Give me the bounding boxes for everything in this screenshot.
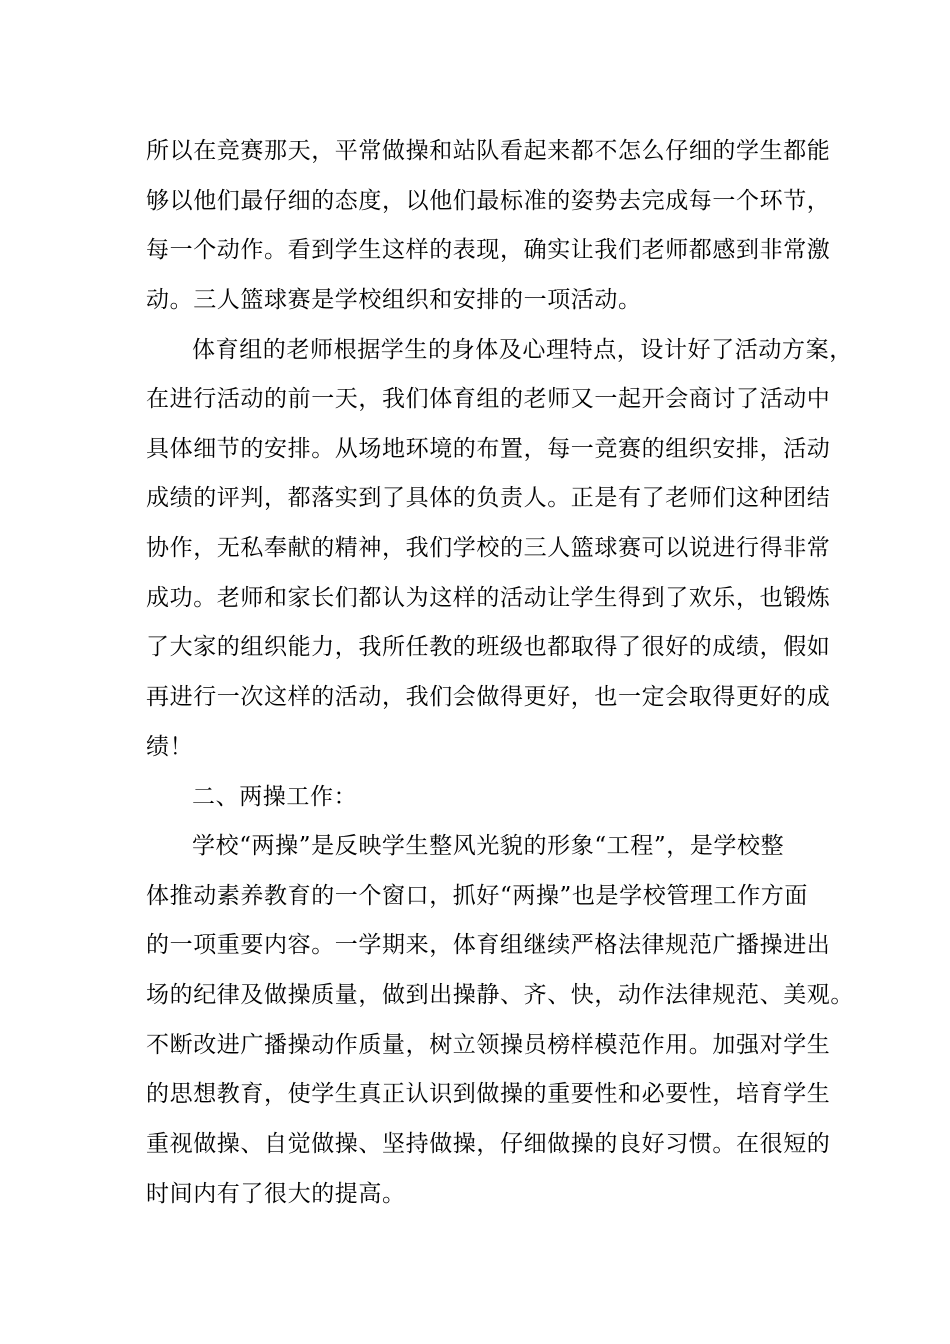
text-line: 成绩的评判，都落实到了具体的负责人。正是有了老师们这种团结 <box>146 485 831 511</box>
section-heading: 二、两操工作： <box>192 784 358 810</box>
text-line: 场的纪律及做操质量，做到出操静、齐、快，动作法律规范、美观。 <box>146 982 854 1008</box>
text-line: 的思想教育，使学生真正认识到做操的重要性和必要性，培育学生 <box>146 1081 831 1107</box>
text-line: 不断改进广播操动作质量，树立领操员榜样模范作用。加强对学生 <box>146 1032 831 1058</box>
text-line: 绩！ <box>146 734 194 760</box>
paragraph-start-line: 学校“两操”是反映学生整风光貌的形象“工程”，是学校整 <box>192 833 785 859</box>
text-line: 在进行活动的前一天，我们体育组的老师又一起开会商讨了活动中 <box>146 386 831 412</box>
text-line: 时间内有了很大的提高。 <box>146 1181 406 1207</box>
text-line: 每一个动作。看到学生这样的表现，确实让我们老师都感到非常激 <box>146 237 831 263</box>
text-line: 所以在竞赛那天，平常做操和站队看起来都不怎么仔细的学生都能 <box>146 138 831 164</box>
text-line: 重视做操、自觉做操、坚持做操，仔细做操的良好习惯。在很短的 <box>146 1131 831 1157</box>
text-line: 再进行一次这样的活动，我们会做得更好，也一定会取得更好的成 <box>146 684 831 710</box>
text-line: 成功。老师和家长们都认为这样的活动让学生得到了欢乐，也锻炼 <box>146 585 831 611</box>
text-line: 了大家的组织能力，我所任教的班级也都取得了很好的成绩，假如 <box>146 634 831 660</box>
text-line: 体推动素养教育的一个窗口，抓好“两操”也是学校管理工作方面 <box>146 883 808 909</box>
text-line: 够以他们最仔细的态度，以他们最标准的姿势去完成每一个环节， <box>146 188 831 214</box>
text-line: 的一项重要内容。一学期来，体育组继续严格法律规范广播操进出 <box>146 932 831 958</box>
text-line: 具体细节的安排。从场地环境的布置，每一竞赛的组织安排，活动 <box>146 436 831 462</box>
text-line: 动。三人篮球赛是学校组织和安排的一项活动。 <box>146 287 642 313</box>
text-line: 协作，无私奉献的精神，我们学校的三人篮球赛可以说进行得非常 <box>146 535 831 561</box>
paragraph-start-line: 体育组的老师根据学生的身体及心理特点，设计好了活动方案， <box>192 337 853 363</box>
